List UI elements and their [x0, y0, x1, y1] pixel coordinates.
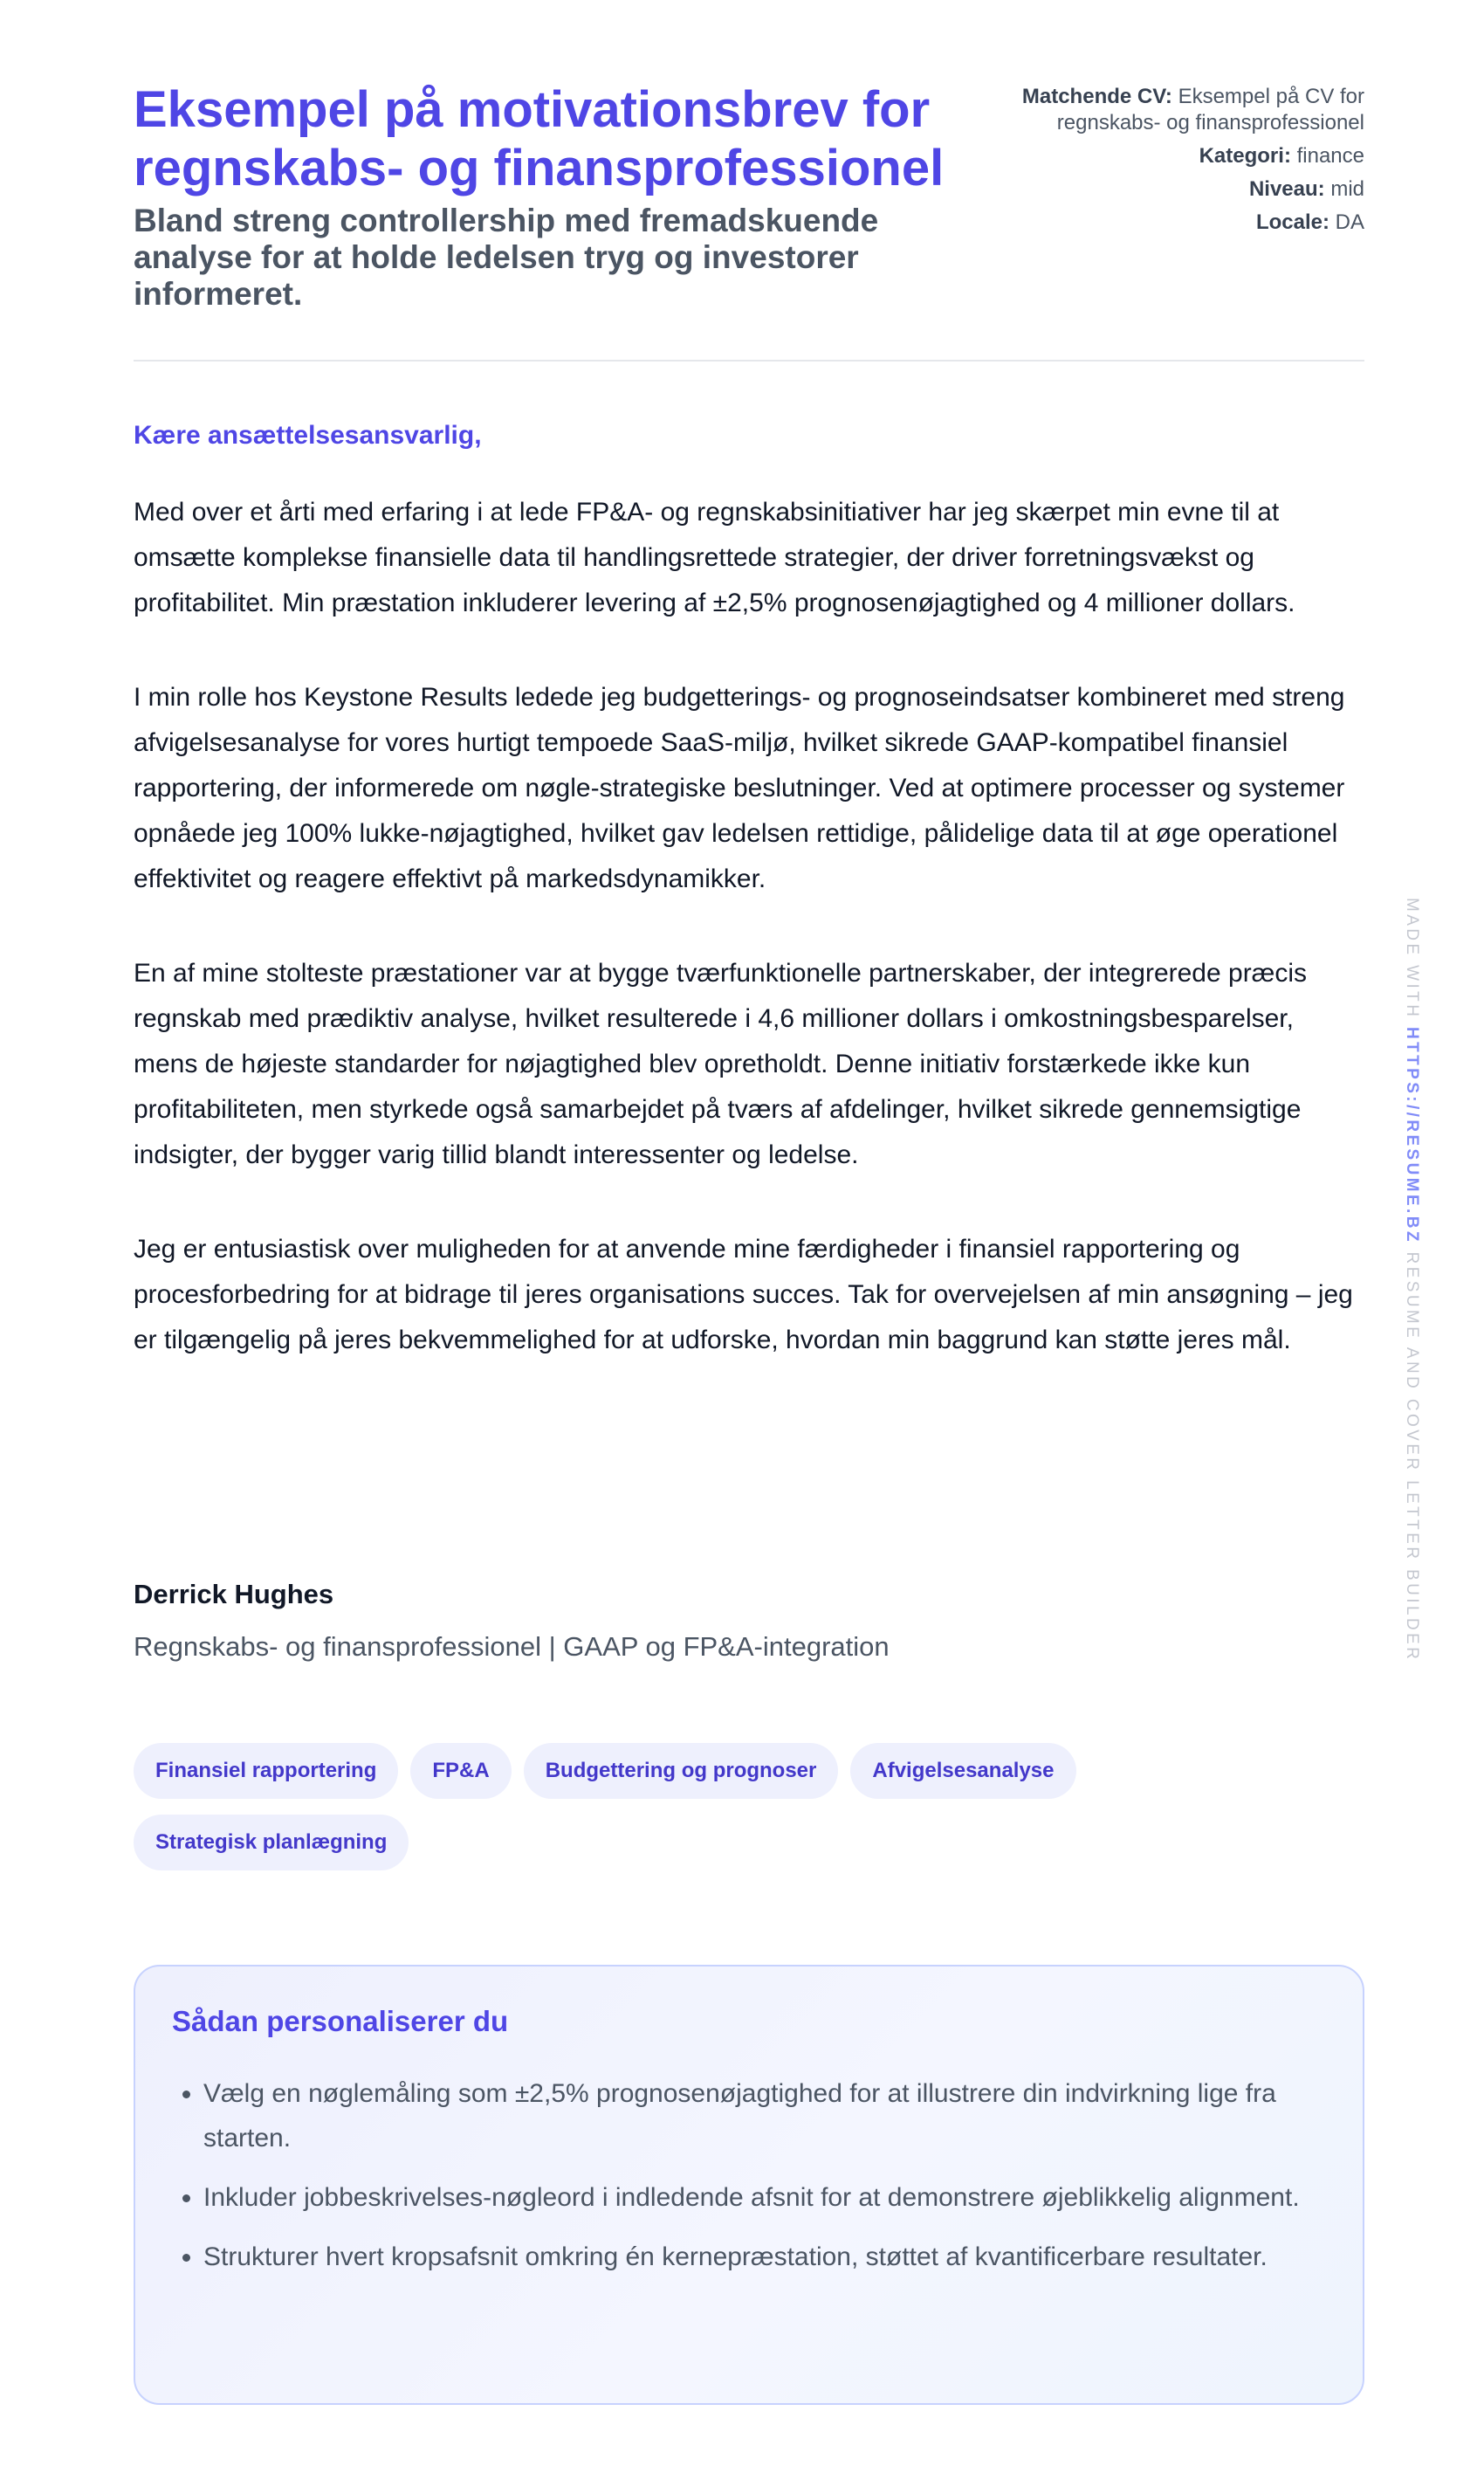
signature-name: Derrick Hughes	[134, 1579, 334, 1609]
page-title: Eksempel på motivationsbrev for regnskabs- og finansprofessionel	[134, 81, 945, 196]
watermark-link[interactable]: HTTPS://RESUME.BZ	[1403, 1027, 1421, 1244]
signature-title: Regnskabs- og finansprofessionel | GAAP og FP&A-integration	[134, 1631, 890, 1662]
page-subtitle: Bland streng controllership med fremadskuende analyse for at holde ledelsen tryg og investorer informeret.	[134, 203, 879, 312]
meta-cv-label: Matchende CV:	[1021, 85, 1172, 108]
skill-tags	[134, 1743, 1181, 1886]
watermark-prefix: MADE WITH	[1403, 898, 1421, 1020]
skill-tag: Budgettering og prognoser	[524, 1743, 839, 1799]
cover-letter-page	[134, 0, 1364, 2271]
tip-item: • Vælg en nøglemåling som ±2,5% prognosenøjagtighed for at illustrere din indvirkning lige fra starten.	[203, 2071, 1364, 2160]
meta-cv-value: Eksempel på CV for regnskabs- og finansprofessionel	[1056, 85, 1364, 134]
skill-tag: Strategisk planlægning	[134, 1815, 409, 1870]
tip-item: • Strukturer hvert kropsafsnit omkring én kernepræstation, støttet af kvantificerbare resultater.	[203, 2235, 1364, 2279]
meta-level-value: mid	[1330, 177, 1364, 201]
letter-paragraph: Jeg er entusiastisk over muligheden for at anvende mine færdigheder i finansiel rapportering og procesforbedring for at bidrage til jeres organisations succes. Tak for overvejelsen af min ansøgning – jeg er tilgængelig på jeres bekvemmelighed for at udforske, hvordan min baggrund kan støtte jeres mål.	[134, 1235, 1353, 1354]
watermark-suffix: RESUME AND COVER LETTER BUILDER	[1403, 1251, 1421, 1663]
meta-locale-label: Locale:	[1255, 210, 1329, 234]
letter-paragraph: Med over et årti med erfaring i at lede FP&A- og regnskabsinitiativer har jeg skærpet min evne til at omsætte komplekse finansielle data til handlingsrettede strategier, der driver forretningsvækst og profitabilitet. Min præstation inkluderer levering af ±2,5% prognosenøjagtighed og 4 millioner dollars.	[134, 498, 1295, 617]
meta-matching-cv	[998, 84, 1364, 136]
letter-greeting: Kære ansættelsesansvarlig,	[134, 421, 482, 450]
skill-tag: Afvigelsesanalyse	[850, 1743, 1075, 1799]
meta-category	[998, 143, 1364, 169]
letter-paragraph: En af mine stolteste præstationer var at bygge tværfunktionelle partnerskaber, der integrerede præcis regnskab med prædiktiv analyse, hvilket resulterede i 4,6 millioner dollars i omkostningsbesparelser, mens de højeste standarder for nøjagtighed blev opretholdt. Denne initiativ forstærkede ikke kun profitabiliteten, men styrkede også samarbejdet på tværs af afdelinger, hvilket sikrede gennemsigtige indsigter, der bygger varig tillid blandt interessenter og ledelse.	[134, 959, 1308, 1169]
meta-level	[998, 176, 1364, 203]
meta-panel	[998, 84, 1364, 243]
meta-level-label: Niveau:	[1248, 177, 1325, 201]
meta-category-label: Kategori:	[1199, 144, 1291, 168]
tips-list	[172, 2071, 1364, 2294]
meta-locale-value: DA	[1335, 210, 1364, 234]
meta-locale	[998, 210, 1364, 236]
personalization-tips-box	[134, 1965, 1364, 2405]
meta-category-value: finance	[1296, 144, 1364, 168]
tips-title: Sådan personaliserer du	[172, 2005, 509, 2037]
tip-item: • Inkluder jobbeskrivelses-nøgleord i indledende afsnit for at demonstrere øjeblikkelig alignment.	[203, 2175, 1364, 2220]
letter-body	[134, 490, 1364, 1412]
letter-paragraph: I min rolle hos Keystone Results ledede jeg budgetterings- og prognoseindsatser kombineret med streng afvigelsesanalyse for vores hurtigt tempoede SaaS-miljø, hvilket sikrede GAAP-kompatibel finansiel rapportering, der informerede om nøgle-strategiske beslutninger. Ved at optimere processer og systemer opnåede jeg 100% lukke-nøjagtighed, hvilket gav ledelsen rettidige, pålidelige data til at øge operationel effektivitet og reagere effektivt på markedsdynamikker.	[134, 683, 1345, 893]
skill-tag: FP&A	[410, 1743, 511, 1799]
skill-tag: Finansiel rapportering	[134, 1743, 398, 1799]
vertical-watermark	[1402, 898, 1421, 1662]
page-header	[134, 0, 1364, 362]
